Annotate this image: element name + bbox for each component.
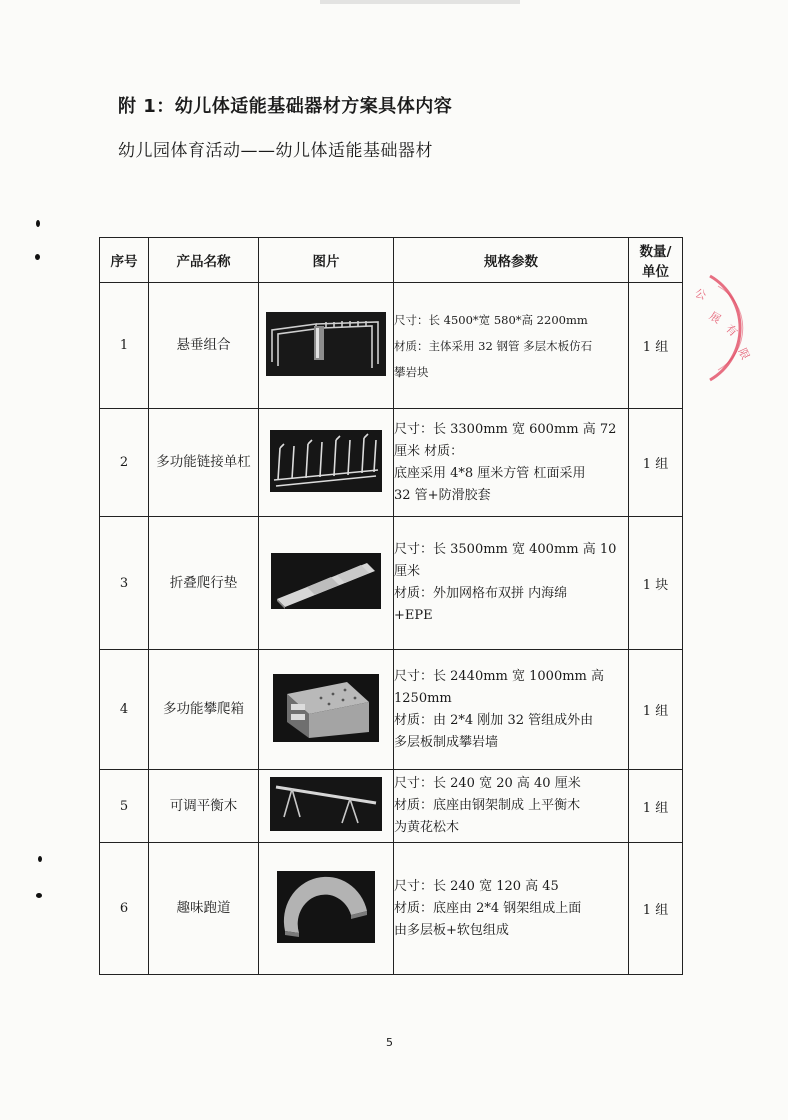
spec-line: 攀岩块 (394, 364, 429, 379)
row-image-cell (259, 409, 394, 517)
row-qty: 1 块 (629, 517, 683, 650)
row-spec (394, 517, 629, 650)
table-header-row (100, 238, 683, 283)
table-row (100, 843, 683, 975)
row-qty: 1 组 (629, 650, 683, 770)
spec-line: 厘米 (394, 564, 421, 579)
spec-line: 尺寸：长 240 宽 120 高 45 (394, 878, 559, 894)
crawling-mat-photo (271, 553, 381, 609)
row-index: 4 (100, 650, 149, 770)
scan-speck (35, 254, 40, 260)
hanging-frame-photo (266, 312, 386, 376)
scan-speck (36, 220, 40, 227)
spec-line: 尺寸：长 2440mm 宽 1000mm 高 (394, 668, 605, 684)
spec-line: 材质：底座由钢架制成 上平衡木 (394, 798, 581, 813)
spec-line: 尺寸：长 4500*宽 580*高 2200mm (394, 312, 588, 327)
spec-line: 厘米 材质： (394, 443, 464, 459)
scan-speck (38, 856, 42, 862)
single-bar-photo (270, 430, 382, 492)
row-qty: 1 组 (629, 770, 683, 843)
row-image-cell (259, 650, 394, 770)
row-spec (394, 843, 629, 975)
row-spec (394, 650, 629, 770)
page-heading: 附 1：幼儿体适能基础器材方案具体内容 (118, 96, 453, 117)
row-product-name: 趣味跑道 (149, 843, 259, 975)
row-index: 1 (100, 283, 149, 409)
climbing-box-photo (273, 674, 379, 742)
row-product-name: 折叠爬行垫 (149, 517, 259, 650)
row-spec (394, 770, 629, 843)
row-product-name: 多功能链接单杠 (149, 409, 259, 517)
spec-line: 底座采用 4*8 厘米方管 杠面采用 (394, 465, 586, 481)
header-index: 序号 (100, 238, 149, 283)
header-image: 图片 (259, 238, 394, 283)
svg-text:限: 限 (735, 346, 753, 362)
svg-text:有: 有 (723, 322, 741, 340)
table-row (100, 283, 683, 409)
svg-text:展: 展 (707, 309, 724, 327)
table-row (100, 770, 683, 843)
row-product-name: 悬垂组合 (149, 283, 259, 409)
spec-line: 材质：主体采用 32 钢管 多层木板仿石 (394, 338, 593, 353)
row-spec (394, 409, 629, 517)
header-qty-line1: 数量/ (639, 244, 672, 260)
spec-line: 尺寸：长 3300mm 宽 600mm 高 72 (394, 421, 617, 437)
spec-line: 32 管+防滑胶套 (394, 487, 491, 503)
spec-line: 为黄花松木 (394, 820, 460, 835)
table-row (100, 409, 683, 517)
header-qty (629, 238, 683, 283)
row-image-cell (259, 843, 394, 975)
row-index: 6 (100, 843, 149, 975)
row-image-cell (259, 517, 394, 650)
balance-beam-photo (270, 777, 382, 831)
page-number: 5 (386, 1036, 393, 1049)
row-qty: 1 组 (629, 843, 683, 975)
row-index: 3 (100, 517, 149, 650)
table-row (100, 650, 683, 770)
spec-line: 尺寸：长 3500mm 宽 400mm 高 10 (394, 542, 617, 557)
row-image-cell (259, 283, 394, 409)
spec-line: 多层板制成攀岩墙 (394, 734, 499, 750)
scan-edge-marks (320, 0, 520, 4)
spec-line: 1250mm (394, 690, 452, 706)
spec-line: 材质：外加网格布双拼 内海绵 (394, 586, 568, 601)
spec-line: 材质：底座由 2*4 钢架组成上面 (394, 900, 582, 916)
row-qty: 1 组 (629, 283, 683, 409)
row-qty: 1 组 (629, 409, 683, 517)
row-index: 5 (100, 770, 149, 843)
spec-line: +EPE (394, 608, 433, 623)
table-row (100, 517, 683, 650)
header-spec: 规格参数 (394, 238, 629, 283)
page-subheading: 幼儿园体育活动——幼儿体适能基础器材 (118, 141, 433, 161)
spec-line: 材质：由 2*4 刚加 32 管组成外由 (394, 712, 594, 728)
fun-track-photo (277, 871, 375, 943)
header-qty-line2: 单位 (642, 264, 669, 280)
row-spec (394, 283, 629, 409)
equipment-table (99, 237, 683, 975)
scan-speck (36, 893, 42, 898)
spec-line: 由多层板+软包组成 (394, 922, 509, 938)
spec-line: 尺寸：长 240 宽 20 高 40 厘米 (394, 776, 581, 791)
svg-text:公: 公 (693, 286, 708, 303)
header-name: 产品名称 (149, 238, 259, 283)
row-product-name: 多功能攀爬箱 (149, 650, 259, 770)
row-image-cell (259, 770, 394, 843)
row-product-name: 可调平衡木 (149, 770, 259, 843)
row-index: 2 (100, 409, 149, 517)
company-seal (690, 268, 770, 388)
